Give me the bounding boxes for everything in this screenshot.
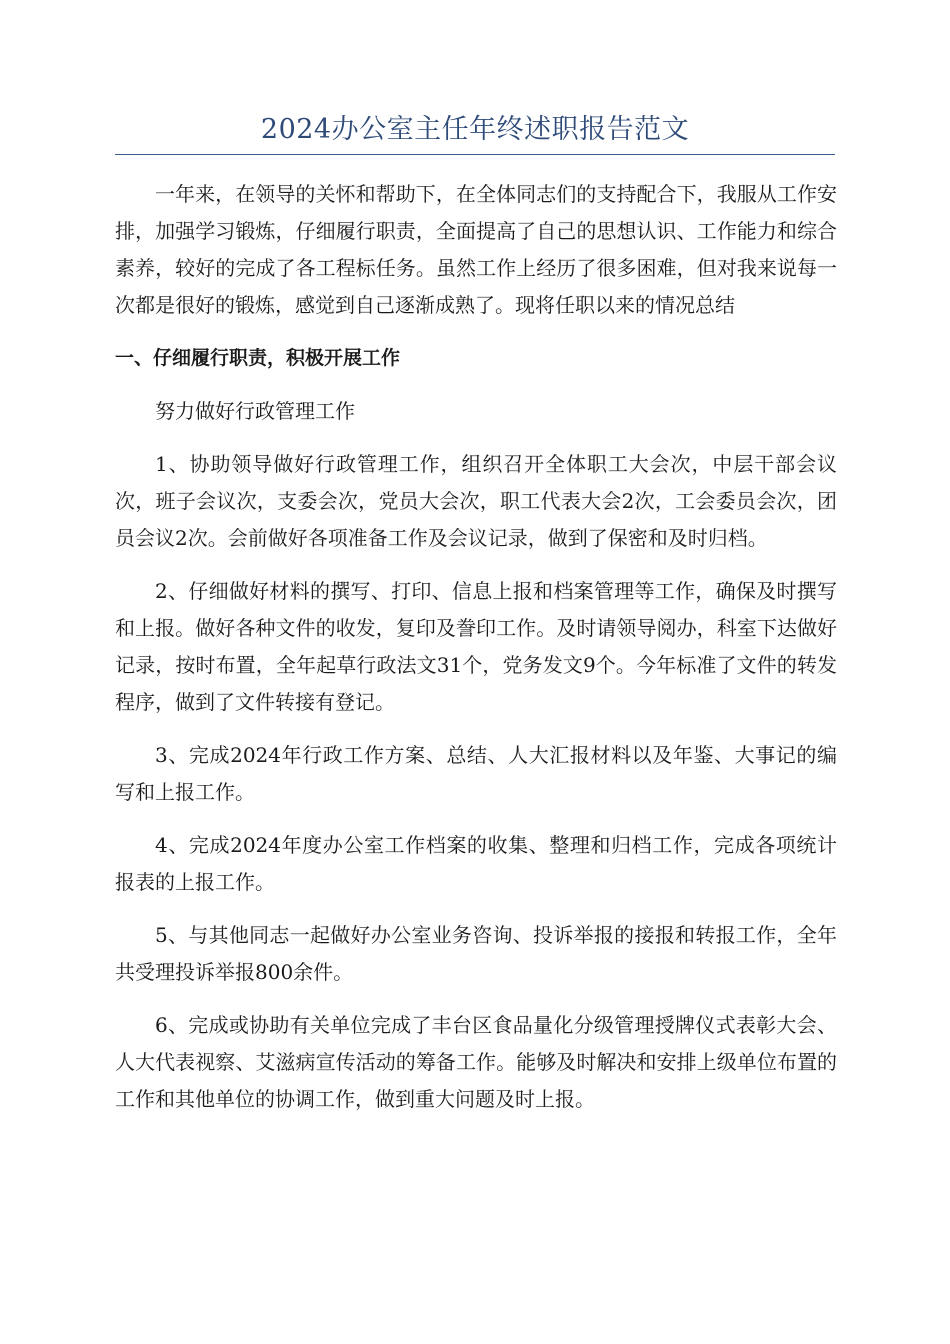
list-item-4: 4、完成2024年度办公室工作档案的收集、整理和归档工作，完成各项统计报表的上报工作。: [115, 833, 837, 894]
list-item-6: 6、完成或协助有关单位完成了丰台区食品量化分级管理授牌仪式表彰大会、人大代表视察、艾滋病宣传活动的筹备工作。能够及时解决和安排上级单位布置的工作和其他单位的协调工作，做到重大问题及时上报。: [115, 1013, 837, 1111]
section-heading: 一、仔细履行职责，积极开展工作: [115, 347, 401, 369]
title-block: [115, 112, 835, 155]
section-subheading: 努力做好行政管理工作: [155, 399, 355, 423]
intro-paragraph: 一年来，在领导的关怀和帮助下，在全体同志们的支持配合下，我服从工作安排，加强学习锻炼，仔细履行职责，全面提高了自己的思想认识、工作能力和综合素养，较好的完成了各工程标任务。虽然工作上经历了很多困难，但对我来说每一次都是很好的锻炼，感觉到自己逐渐成熟了。现将任职以来的情况总结: [115, 182, 837, 317]
document-title: 2024办公室主任年终述职报告范文: [260, 114, 690, 145]
document-body: [115, 176, 837, 1134]
list-item-5: 5、与其他同志一起做好办公室业务咨询、投诉举报的接报和转报工作，全年共受理投诉举报800余件。: [115, 923, 837, 984]
list-item-2: 2、仔细做好材料的撰写、打印、信息上报和档案管理等工作，确保及时撰写和上报。做好各种文件的收发，复印及誊印工作。及时请领导阅办，科室下达做好记录，按时布置，全年起草行政法文31个，党务发文9个。今年标准了文件的转发程序，做到了文件转接有登记。: [115, 579, 837, 714]
list-item-1: 1、协助领导做好行政管理工作，组织召开全体职工大会次，中层干部会议次，班子会议次，支委会次，党员大会次，职工代表大会2次，工会委员会次，团员会议2次。会前做好各项准备工作及会议记录，做到了保密和及时归档。: [115, 452, 837, 550]
list-item-3: 3、完成2024年行政工作方案、总结、人大汇报材料以及年鉴、大事记的编写和上报工作。: [115, 743, 837, 804]
